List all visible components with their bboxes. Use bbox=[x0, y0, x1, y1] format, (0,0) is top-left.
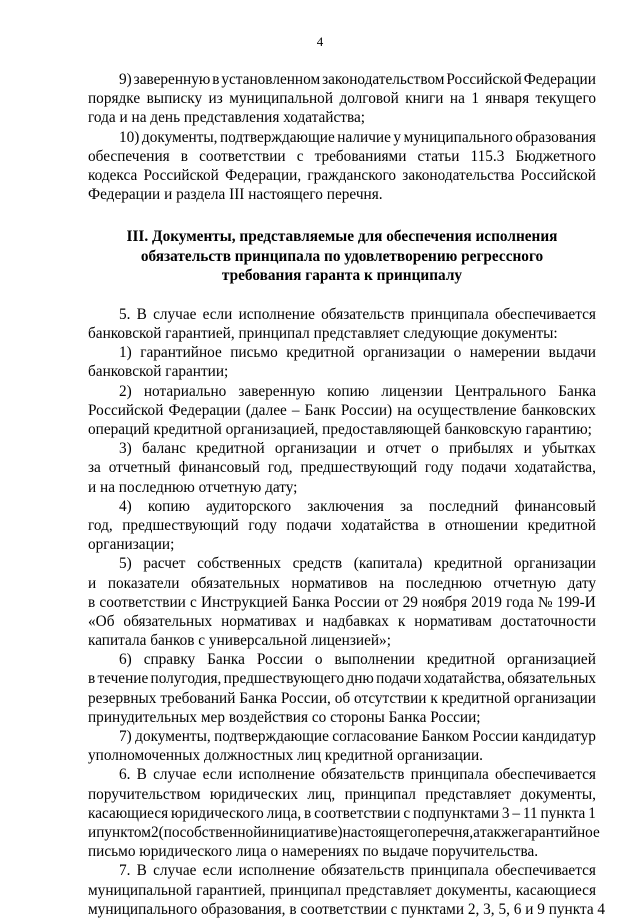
text-line: год, предшествующий году подачи ходатайства в отношении кредитной bbox=[88, 516, 596, 534]
text-line: кодекса Российской Федерации, гражданского законодательства Российской bbox=[88, 166, 596, 184]
text-line: 1) гарантийное письмо кредитной организации о намерении выдачи bbox=[119, 344, 596, 362]
text-line: и на последнюю отчетную дату; bbox=[88, 478, 298, 496]
text-line: за отчетный финансовый год, предшествующий году подачи ходатайства, bbox=[88, 459, 596, 477]
text-line: Российской Федерации (далее – Банк России) на осуществление банковских bbox=[88, 401, 596, 419]
text-line: капитала банков с универсальной лицензией»; bbox=[88, 632, 391, 650]
paragraph bbox=[88, 439, 596, 497]
text-line: резервных требований Банка России, об отсутствии к кредитной организации bbox=[88, 689, 596, 707]
text-line: муниципальной гарантией, принципал представляет документы, касающиеся bbox=[88, 881, 596, 899]
page-number: 4 bbox=[316, 34, 324, 49]
paragraph bbox=[88, 70, 596, 128]
paragraph bbox=[88, 343, 596, 381]
paragraph bbox=[88, 554, 596, 650]
text-line: 3) баланс кредитной организации и отчет о прибылях и убытках bbox=[119, 440, 596, 458]
paragraph bbox=[88, 765, 600, 861]
text-line: 2) нотариально заверенную копию лицензии Центрального Банка bbox=[119, 382, 596, 400]
text-line: обеспечения в соответствии с требованиями статьи 115.3 Бюджетного bbox=[88, 147, 596, 165]
text-line: 6. В случае если исполнение обязательств принципала обеспечивается bbox=[119, 766, 596, 784]
text-line: 5) расчет собственных средств (капитала) кредитной организации bbox=[119, 555, 596, 573]
text-line: в течение полугодия, предшествующего дню подачи ходатайства, обязательных bbox=[88, 670, 596, 688]
text-line: муниципального образования, в соответствии с пунктами 2, 3, 5, 6 и 9 пункта 4 bbox=[88, 900, 606, 918]
text-line: 6) справку Банка России о выполнении кредитной организацией bbox=[119, 651, 596, 669]
text-line: Федерации и раздела III настоящего перечня. bbox=[88, 186, 383, 204]
text-line: 7) документы, подтверждающие согласование Банком России кандидатур bbox=[119, 728, 596, 746]
section-heading-line: требования гаранта к принципалу bbox=[221, 266, 463, 284]
text-line: 5. В случае если исполнение обязательств принципала обеспечивается bbox=[119, 305, 596, 323]
text-line: в соответствии с Инструкцией Банка России от 29 ноября 2019 года № 199-И bbox=[88, 593, 596, 611]
text-line: организации; bbox=[88, 536, 175, 554]
text-line: 7. В случае если исполнение обязательств принципала обеспечивается bbox=[119, 862, 596, 880]
text-line: и показатели обязательных нормативов на последнюю отчетную дату bbox=[88, 574, 596, 592]
paragraph bbox=[88, 382, 596, 440]
paragraph bbox=[88, 861, 606, 919]
paragraph bbox=[88, 727, 596, 765]
text-line: порядке выписку из муниципальной долговой книги на 1 января текущего bbox=[88, 90, 596, 108]
text-line: поручительством юридических лиц, принципал представляет документы, bbox=[88, 785, 596, 803]
section-heading-line: обязательств принципала по удовлетворению регрессного bbox=[140, 247, 544, 265]
text-line: и пунктом 2 (по собственной инициативе) настоящего перечня, а также гарантийное bbox=[88, 823, 600, 841]
text-line: «Об обязательных нормативах и надбавках к нормативам достаточности bbox=[88, 612, 596, 630]
text-line: письмо юридического лица о намерениях по выдаче поручительства. bbox=[88, 843, 539, 861]
text-line: уполномоченных должностных лиц кредитной организации. bbox=[88, 747, 483, 765]
text-line: принудительных мер воздействия со стороны Банка России; bbox=[88, 708, 481, 726]
paragraph bbox=[88, 305, 596, 343]
paragraphs-before bbox=[88, 70, 596, 204]
text-line: операций кредитной организацией, предоставляющей банковскую гарантию; bbox=[88, 421, 592, 439]
text-line: 10) документы, подтверждающие наличие у муниципального образования bbox=[119, 128, 596, 146]
text-line: банковской гарантией, принципал представляет следующие документы: bbox=[88, 325, 558, 343]
text-line: года и на день представления ходатайства; bbox=[88, 109, 366, 127]
paragraphs-after bbox=[88, 305, 606, 919]
section-heading-line: III. Документы, представляемые для обеспечения исполнения bbox=[126, 228, 558, 246]
text-line: банковской гарантии; bbox=[88, 363, 229, 381]
text-line: 4) копию аудиторского заключения за последний финансовый bbox=[119, 497, 596, 515]
section-heading bbox=[88, 227, 596, 285]
paragraph bbox=[88, 650, 596, 727]
text-line: касающиеся юридического лица, в соответствии с подпунктами 3 – 11 пункта 1 bbox=[88, 804, 596, 822]
document-body bbox=[88, 70, 606, 919]
paragraph bbox=[88, 497, 596, 555]
text-line: 9) заверенную в установленном законодательством Российской Федерации bbox=[119, 71, 596, 88]
paragraph bbox=[88, 128, 596, 205]
